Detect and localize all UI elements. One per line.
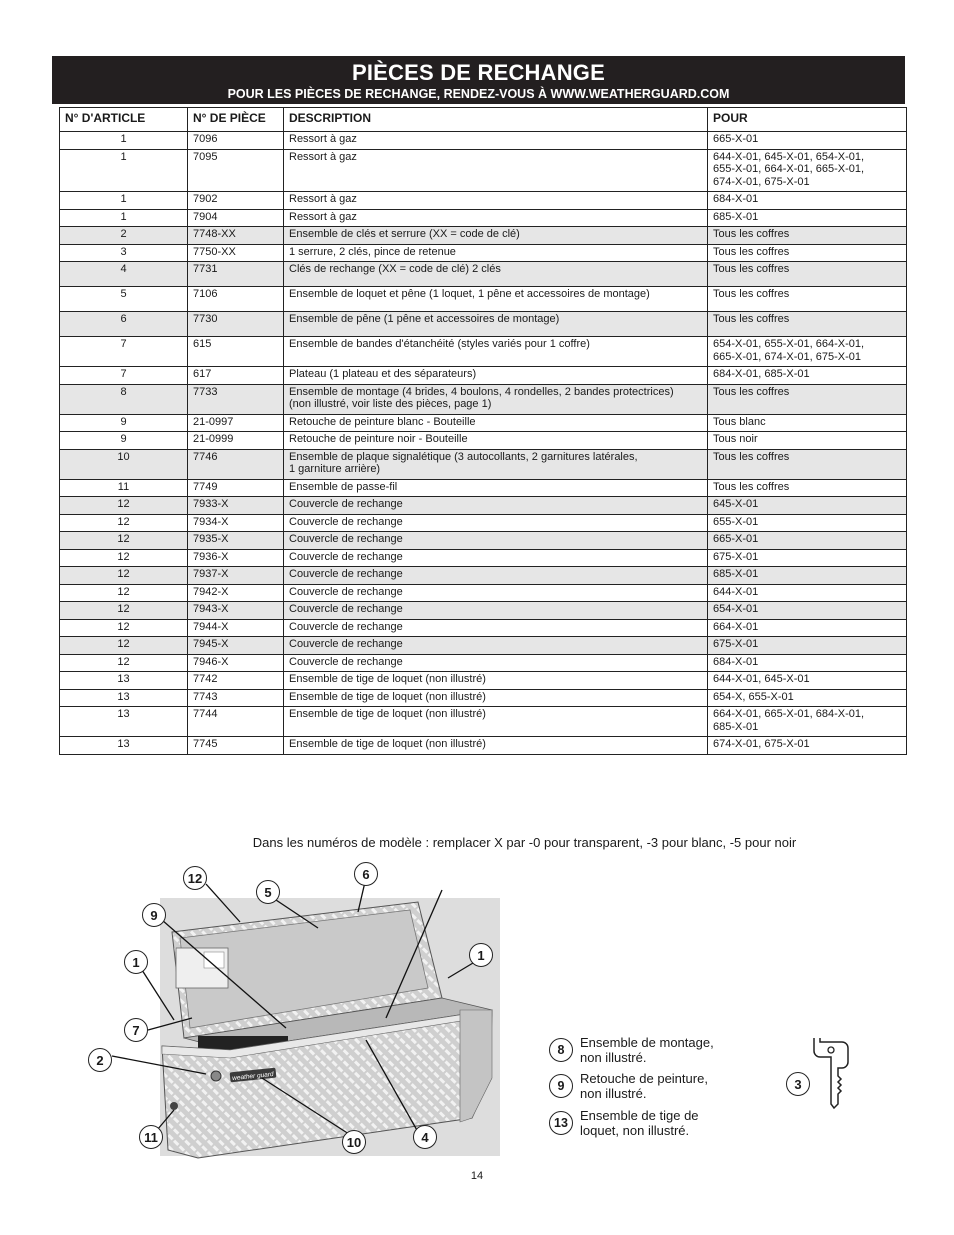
applies-to-cell: Tous noir xyxy=(708,432,907,450)
table-row xyxy=(60,367,907,385)
item-number-cell: 12 xyxy=(60,602,188,620)
callout-5: 5 xyxy=(256,880,280,904)
callout-3: 3 xyxy=(786,1072,810,1096)
applies-to-cell: 684-X-01 xyxy=(708,192,907,210)
table-row xyxy=(60,514,907,532)
part-number-cell: 7946-X xyxy=(188,654,284,672)
description-cell: Couvercle de rechange xyxy=(284,567,708,585)
table-row xyxy=(60,384,907,414)
description-cell: Ensemble de tige de loquet (non illustré) xyxy=(284,672,708,690)
item-number-cell: 1 xyxy=(60,149,188,192)
table-row xyxy=(60,654,907,672)
applies-to-cell: 644-X-01 xyxy=(708,584,907,602)
description-cell: Ressort à gaz xyxy=(284,192,708,210)
item-number-cell: 12 xyxy=(60,654,188,672)
table-row xyxy=(60,637,907,655)
legend-text: Retouche de peinture, non illustré. xyxy=(580,1071,708,1101)
item-number-cell: 1 xyxy=(60,132,188,150)
table-row xyxy=(60,262,907,287)
parts-table-body xyxy=(60,132,907,755)
table-row xyxy=(60,689,907,707)
item-number-cell: 12 xyxy=(60,637,188,655)
legend-badge: 8 xyxy=(549,1038,573,1062)
description-cell: Couvercle de rechange xyxy=(284,532,708,550)
applies-to-cell: 665-X-01 xyxy=(708,532,907,550)
page-title: PIÈCES DE RECHANGE xyxy=(352,60,605,85)
applies-to-cell: 654-X-01, 655-X-01, 664-X-01, 665-X-01, 674-X-01, 675-X-01 xyxy=(708,337,907,367)
item-number-cell: 11 xyxy=(60,479,188,497)
part-number-cell: 7106 xyxy=(188,287,284,312)
part-number-cell: 7944-X xyxy=(188,619,284,637)
description-cell: Retouche de peinture blanc - Bouteille xyxy=(284,414,708,432)
applies-to-cell: Tous blanc xyxy=(708,414,907,432)
table-row xyxy=(60,567,907,585)
table-row xyxy=(60,149,907,192)
item-number-cell: 6 xyxy=(60,312,188,337)
description-cell: Ensemble de loquet et pêne (1 loquet, 1 pêne et accessoires de montage) xyxy=(284,287,708,312)
applies-to-cell: Tous les coffres xyxy=(708,227,907,245)
part-number-cell: 7750-XX xyxy=(188,244,284,262)
table-row xyxy=(60,209,907,227)
table-row xyxy=(60,584,907,602)
item-number-cell: 3 xyxy=(60,244,188,262)
legend-badge: 9 xyxy=(549,1074,573,1098)
part-number-cell: 7942-X xyxy=(188,584,284,602)
part-number-cell: 615 xyxy=(188,337,284,367)
item-number-cell: 13 xyxy=(60,707,188,737)
applies-to-cell: 655-X-01 xyxy=(708,514,907,532)
table-header-row xyxy=(60,108,907,132)
item-number-cell: 12 xyxy=(60,567,188,585)
item-number-cell: 12 xyxy=(60,497,188,515)
applies-to-cell: 674-X-01, 675-X-01 xyxy=(708,737,907,755)
callout-2: 2 xyxy=(88,1048,112,1072)
table-row xyxy=(60,549,907,567)
table-row xyxy=(60,227,907,245)
item-number-cell: 13 xyxy=(60,672,188,690)
header-banner xyxy=(52,56,905,104)
item-number-cell: 9 xyxy=(60,432,188,450)
item-number-cell: 13 xyxy=(60,689,188,707)
part-number-cell: 617 xyxy=(188,367,284,385)
item-number-cell: 4 xyxy=(60,262,188,287)
callout-4: 4 xyxy=(413,1125,437,1149)
item-number-cell: 1 xyxy=(60,209,188,227)
part-number-cell: 7745 xyxy=(188,737,284,755)
description-cell: Clés de rechange (XX = code de clé) 2 clés xyxy=(284,262,708,287)
callout-10: 10 xyxy=(342,1130,366,1154)
applies-to-cell: 685-X-01 xyxy=(708,567,907,585)
column-header: N° DE PIÈCE xyxy=(188,108,284,132)
callout-12: 12 xyxy=(183,866,207,890)
applies-to-cell: 654-X, 655-X-01 xyxy=(708,689,907,707)
description-cell: Couvercle de rechange xyxy=(284,654,708,672)
item-number-cell: 12 xyxy=(60,514,188,532)
description-cell: Couvercle de rechange xyxy=(284,549,708,567)
applies-to-cell: Tous les coffres xyxy=(708,287,907,312)
part-number-cell: 7943-X xyxy=(188,602,284,620)
item-number-cell: 1 xyxy=(60,192,188,210)
legend-badge: 13 xyxy=(549,1111,573,1135)
part-number-cell: 7749 xyxy=(188,479,284,497)
part-number-cell: 7730 xyxy=(188,312,284,337)
callout-7: 7 xyxy=(124,1018,148,1042)
applies-to-cell: Tous les coffres xyxy=(708,449,907,479)
parts-table xyxy=(59,107,907,755)
description-cell: Ensemble de passe-fil xyxy=(284,479,708,497)
legend-text: Ensemble de montage, non illustré. xyxy=(580,1035,714,1065)
applies-to-cell: Tous les coffres xyxy=(708,479,907,497)
item-number-cell: 8 xyxy=(60,384,188,414)
part-number-cell: 7937-X xyxy=(188,567,284,585)
model-number-note: Dans les numéros de modèle : remplacer X par -0 pour transparent, -3 pour blanc, -5 pour noir xyxy=(252,835,797,850)
applies-to-cell: Tous les coffres xyxy=(708,262,907,287)
legend-text: Ensemble de tige de loquet, non illustré. xyxy=(580,1108,699,1138)
page-number: 14 xyxy=(470,1170,484,1182)
part-number-cell: 7095 xyxy=(188,149,284,192)
callout-1-right: 1 xyxy=(469,943,493,967)
item-number-cell: 7 xyxy=(60,367,188,385)
part-number-cell: 7945-X xyxy=(188,637,284,655)
description-cell: Ressort à gaz xyxy=(284,149,708,192)
description-cell: Ressort à gaz xyxy=(284,209,708,227)
callout-6: 6 xyxy=(354,862,378,886)
description-cell: Ensemble de tige de loquet (non illustré) xyxy=(284,737,708,755)
item-number-cell: 12 xyxy=(60,584,188,602)
part-number-cell: 7904 xyxy=(188,209,284,227)
part-number-cell: 7748-XX xyxy=(188,227,284,245)
part-number-cell: 7902 xyxy=(188,192,284,210)
applies-to-cell: 675-X-01 xyxy=(708,637,907,655)
item-number-cell: 10 xyxy=(60,449,188,479)
page-subtitle: POUR LES PIÈCES DE RECHANGE, RENDEZ-VOUS À WWW.WEATHERGUARD.COM xyxy=(227,87,730,101)
applies-to-cell: 665-X-01 xyxy=(708,132,907,150)
applies-to-cell: 654-X-01 xyxy=(708,602,907,620)
table-row xyxy=(60,287,907,312)
item-number-cell: 12 xyxy=(60,619,188,637)
part-number-cell: 7743 xyxy=(188,689,284,707)
description-cell: Plateau (1 plateau et des séparateurs) xyxy=(284,367,708,385)
description-cell: Couvercle de rechange xyxy=(284,584,708,602)
part-number-cell: 7936-X xyxy=(188,549,284,567)
applies-to-cell: 664-X-01, 665-X-01, 684-X-01, 685-X-01 xyxy=(708,707,907,737)
item-number-cell: 13 xyxy=(60,737,188,755)
item-number-cell: 12 xyxy=(60,532,188,550)
table-row xyxy=(60,132,907,150)
description-cell: Couvercle de rechange xyxy=(284,619,708,637)
applies-to-cell: 645-X-01 xyxy=(708,497,907,515)
part-number-cell: 21-0999 xyxy=(188,432,284,450)
part-number-cell: 7935-X xyxy=(188,532,284,550)
applies-to-cell: 644-X-01, 645-X-01, 654-X-01, 655-X-01, 664-X-01, 665-X-01, 674-X-01, 675-X-01 xyxy=(708,149,907,192)
table-row xyxy=(60,672,907,690)
applies-to-cell: 685-X-01 xyxy=(708,209,907,227)
description-cell: 1 serrure, 2 clés, pince de retenue xyxy=(284,244,708,262)
description-cell: Retouche de peinture noir - Bouteille xyxy=(284,432,708,450)
description-cell: Couvercle de rechange xyxy=(284,637,708,655)
callout-9: 9 xyxy=(142,903,166,927)
applies-to-cell: 644-X-01, 645-X-01 xyxy=(708,672,907,690)
part-number-cell: 7744 xyxy=(188,707,284,737)
table-row xyxy=(60,497,907,515)
description-cell: Ensemble de clés et serrure (XX = code de clé) xyxy=(284,227,708,245)
part-number-cell: 7934-X xyxy=(188,514,284,532)
applies-to-cell: 684-X-01, 685-X-01 xyxy=(708,367,907,385)
item-number-cell: 7 xyxy=(60,337,188,367)
part-number-cell: 7742 xyxy=(188,672,284,690)
item-number-cell: 5 xyxy=(60,287,188,312)
callout-1-left: 1 xyxy=(124,950,148,974)
key-illustration xyxy=(786,1038,856,1118)
applies-to-cell: 675-X-01 xyxy=(708,549,907,567)
toolbox-diagram xyxy=(80,860,520,1160)
part-number-cell: 21-0997 xyxy=(188,414,284,432)
table-row xyxy=(60,312,907,337)
applies-to-cell: Tous les coffres xyxy=(708,384,907,414)
table-row xyxy=(60,244,907,262)
description-cell: Couvercle de rechange xyxy=(284,497,708,515)
column-header: DESCRIPTION xyxy=(284,108,708,132)
item-number-cell: 12 xyxy=(60,549,188,567)
column-header: POUR xyxy=(708,108,907,132)
applies-to-cell: Tous les coffres xyxy=(708,312,907,337)
part-number-cell: 7731 xyxy=(188,262,284,287)
part-number-cell: 7096 xyxy=(188,132,284,150)
applies-to-cell: Tous les coffres xyxy=(708,244,907,262)
description-cell: Couvercle de rechange xyxy=(284,514,708,532)
table-row xyxy=(60,449,907,479)
item-number-cell: 2 xyxy=(60,227,188,245)
part-number-cell: 7733 xyxy=(188,384,284,414)
item-number-cell: 9 xyxy=(60,414,188,432)
name-plate-text: weather guard xyxy=(231,1070,274,1083)
description-cell: Ensemble de tige de loquet (non illustré) xyxy=(284,689,708,707)
part-number-cell: 7933-X xyxy=(188,497,284,515)
column-header: N° D'ARTICLE xyxy=(60,108,188,132)
table-row xyxy=(60,414,907,432)
description-cell: Couvercle de rechange xyxy=(284,602,708,620)
table-row xyxy=(60,737,907,755)
table-row xyxy=(60,707,907,737)
description-cell: Ensemble de montage (4 brides, 4 boulons, 4 rondelles, 2 bandes protectrices) (non illustré, voir liste des pièces, page 1) xyxy=(284,384,708,414)
table-row xyxy=(60,619,907,637)
applies-to-cell: 664-X-01 xyxy=(708,619,907,637)
table-row xyxy=(60,192,907,210)
part-number-cell: 7746 xyxy=(188,449,284,479)
table-row xyxy=(60,479,907,497)
table-row xyxy=(60,602,907,620)
description-cell: Ensemble de bandes d'étanchéité (styles variés pour 1 coffre) xyxy=(284,337,708,367)
description-cell: Ensemble de plaque signalétique (3 autocollants, 2 garnitures latérales, 1 garniture arrière) xyxy=(284,449,708,479)
table-row xyxy=(60,432,907,450)
applies-to-cell: 684-X-01 xyxy=(708,654,907,672)
table-row xyxy=(60,337,907,367)
description-cell: Ressort à gaz xyxy=(284,132,708,150)
description-cell: Ensemble de pêne (1 pêne et accessoires de montage) xyxy=(284,312,708,337)
callout-11: 11 xyxy=(139,1125,163,1149)
table-row xyxy=(60,532,907,550)
description-cell: Ensemble de tige de loquet (non illustré) xyxy=(284,707,708,737)
